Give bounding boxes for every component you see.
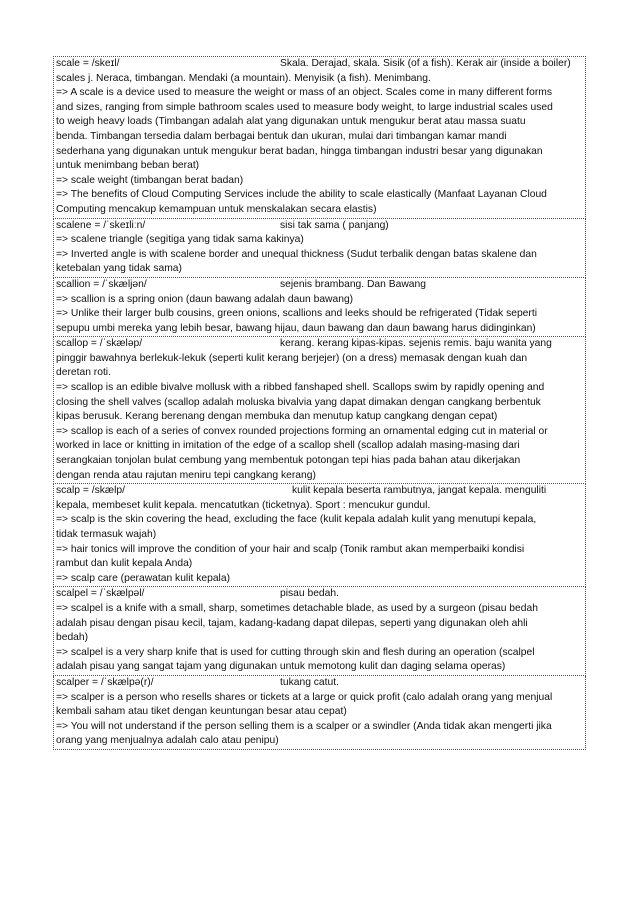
text-line: sederhana yang digunakan untuk mengukur berat badan, hingga timbangan industri besar yang digunakan [56, 145, 543, 157]
example-line: => The benefits of Cloud Computing Services include the ability to scale elastically (Manfaat Layanan Cloud [56, 189, 547, 201]
headword: scalene = /ˈskeɪliːn/ [56, 219, 146, 231]
example-line: => Inverted angle is with scalene border and unequal thickness (Sudut terbalik dengan batas skalene dan [56, 248, 537, 260]
text-line: kipas berusuk. Kerang berenang dengan membuka dan menutup katup cangkang dengan cepat) [56, 411, 498, 423]
headword: scallion = /ˈskæljən/ [56, 278, 147, 290]
definition: pisau bedah. [280, 588, 339, 600]
text-line: kepala, membeset kulit kepala. mencatutkan (ticketnya). Sport : mencukur gundul. [56, 499, 431, 511]
text-line: closing the shell valves (scallop adalah moluska bivalvia yang dapat dimakan dengan cangkang berbentuk [56, 396, 541, 408]
example-line: => scalp is the skin covering the head, excluding the face (kulit kepala adalah kulit yang menutupi kepala, [56, 514, 537, 526]
text-line: pinggir bawahnya berlekuk-lekuk (seperti kulit kerang berjejer) (on a dress) memasak dengan kuah dan [56, 352, 528, 364]
headword: scalp = /skælp/ [56, 485, 125, 497]
definition: kulit kepala beserta rambutnya, jangat kepala. menguliti [292, 485, 547, 497]
definition: tukang catut. [280, 676, 339, 688]
text-line: worked in lace or knitting in imitation of the edge of a scallop shell (scallop adalah masing-masing dari [56, 440, 520, 452]
text-line: rambut dan kulit kepala Anda) [56, 558, 193, 570]
entry-header-line [56, 484, 583, 499]
dictionary-entry [53, 337, 586, 484]
example-line: => scalene triangle (segitiga yang tidak sama kakinya) [56, 234, 304, 246]
text-line: and sizes, ranging from simple bathroom scales used to measure body weight, to large industrial scales used [56, 101, 553, 113]
text-line: serangkaian tonjolan bulat cembung yang membentuk potongan tepi hias pada bahan atau dikerjakan [56, 455, 521, 467]
text-line: Computing mencakup kemampuan untuk menskalakan secara elastis) [56, 203, 377, 215]
text-line: scales j. Neraca, timbangan. Mendaki (a mountain). Menyisik (a fish). Menimbang. [56, 72, 431, 84]
text-line: benda. Timbangan tersedia dalam berbagai bentuk dan ukuran, mulai dari timbangan kamar mandi [56, 130, 507, 142]
entry-header-line [56, 278, 583, 293]
text-line: to weigh heavy loads (Timbangan adalah alat yang digunakan untuk mengukur berat atau massa suatu [56, 116, 526, 128]
text-line: kembali saham atau tiket dengan keuntungan besar atau cepat) [56, 706, 347, 718]
example-line: => scalp care (perawatan kulit kepala) [56, 572, 230, 584]
example-line: => scallop is an edible bivalve mollusk with a ribbed fanshaped shell. Scallops swim by rapidly opening and [56, 382, 545, 394]
example-line: => scallion is a spring onion (daun bawang adalah daun bawang) [56, 293, 354, 305]
example-line: => Unlike their larger bulb cousins, green onions, scallions and leeks should be refrigerated (Tidak seperti [56, 308, 537, 320]
headword: scalpel = /ˈskælpəl/ [56, 588, 145, 600]
dictionary-entry [53, 587, 586, 676]
text-line: adalah pisau dengan pisau kecil, tajam, kadang-kadang dapat dilepas, seperti yang digunakan oleh ahli [56, 617, 528, 629]
example-line: => hair tonics will improve the condition of your hair and scalp (Tonik rambut akan memperbaiki kondisi [56, 543, 525, 555]
text-line: dengan renda atau rajutan meniru tepi cangkang kerang) [56, 469, 316, 481]
headword: scalper = /ˈskælpə(r)/ [56, 676, 154, 688]
text-line: sepupu umbi mereka yang lebih besar, bawang hijau, daun bawang dan daun bawang harus didinginkan) [56, 322, 536, 334]
text-line: deretan roti. [56, 367, 111, 379]
entry-header-line [56, 57, 583, 72]
example-line: => You will not understand if the person selling them is a scalper or a swindler (Anda tidak akan mengerti jika [56, 720, 552, 732]
headword: scallop = /ˈskæləp/ [56, 338, 143, 350]
dictionary-entry [53, 676, 586, 750]
entry-header-line [56, 587, 583, 602]
dictionary-entry [53, 278, 586, 337]
example-line: => scalper is a person who resells shares or tickets at a large or quick profit (calo adalah orang yang menjual [56, 691, 553, 703]
entry-header-line [56, 337, 583, 352]
text-line: untuk menimbang beban berat) [56, 160, 200, 172]
example-line: => scalpel is a very sharp knife that is used for cutting through skin and flesh during an operation (scalpel [56, 646, 535, 658]
example-line: => scale weight (timbangan berat badan) [56, 174, 244, 186]
entry-header-line [56, 676, 583, 691]
text-line: bedah) [56, 632, 89, 644]
definition: sejenis brambang. Dan Bawang [280, 278, 426, 290]
definition: Skala. Derajad, skala. Sisik (of a fish). Kerak air (inside a boiler) [280, 58, 571, 69]
dictionary-document [53, 56, 586, 750]
definition: kerang. kerang kipas-kipas. sejenis remis. baju wanita yang [280, 338, 552, 350]
dictionary-entry [53, 219, 586, 278]
dictionary-entry [53, 484, 586, 587]
dictionary-entry [53, 56, 586, 219]
text-line: tidak termasuk wajah) [56, 529, 157, 540]
headword: scale = /skeɪl/ [56, 58, 120, 69]
text-line: adalah pisau yang sangat tajam yang digunakan untuk memotong kulit dan daging selama operas) [56, 661, 506, 673]
example-line: => scalpel is a knife with a small, sharp, sometimes detachable blade, as used by a surgeon (pisau bedah [56, 602, 538, 614]
entry-header-line [56, 219, 583, 234]
example-line: => A scale is a device used to measure the weight or mass of an object. Scales come in many different forms [56, 87, 553, 99]
text-line: orang yang menjualnya adalah calo atau penipu) [56, 735, 279, 747]
definition: sisi tak sama ( panjang) [280, 219, 389, 231]
example-line: => scallop is each of a series of convex rounded projections forming an ornamental edging cut in material or [56, 425, 548, 437]
text-line: ketebalan yang tidak sama) [56, 263, 182, 275]
